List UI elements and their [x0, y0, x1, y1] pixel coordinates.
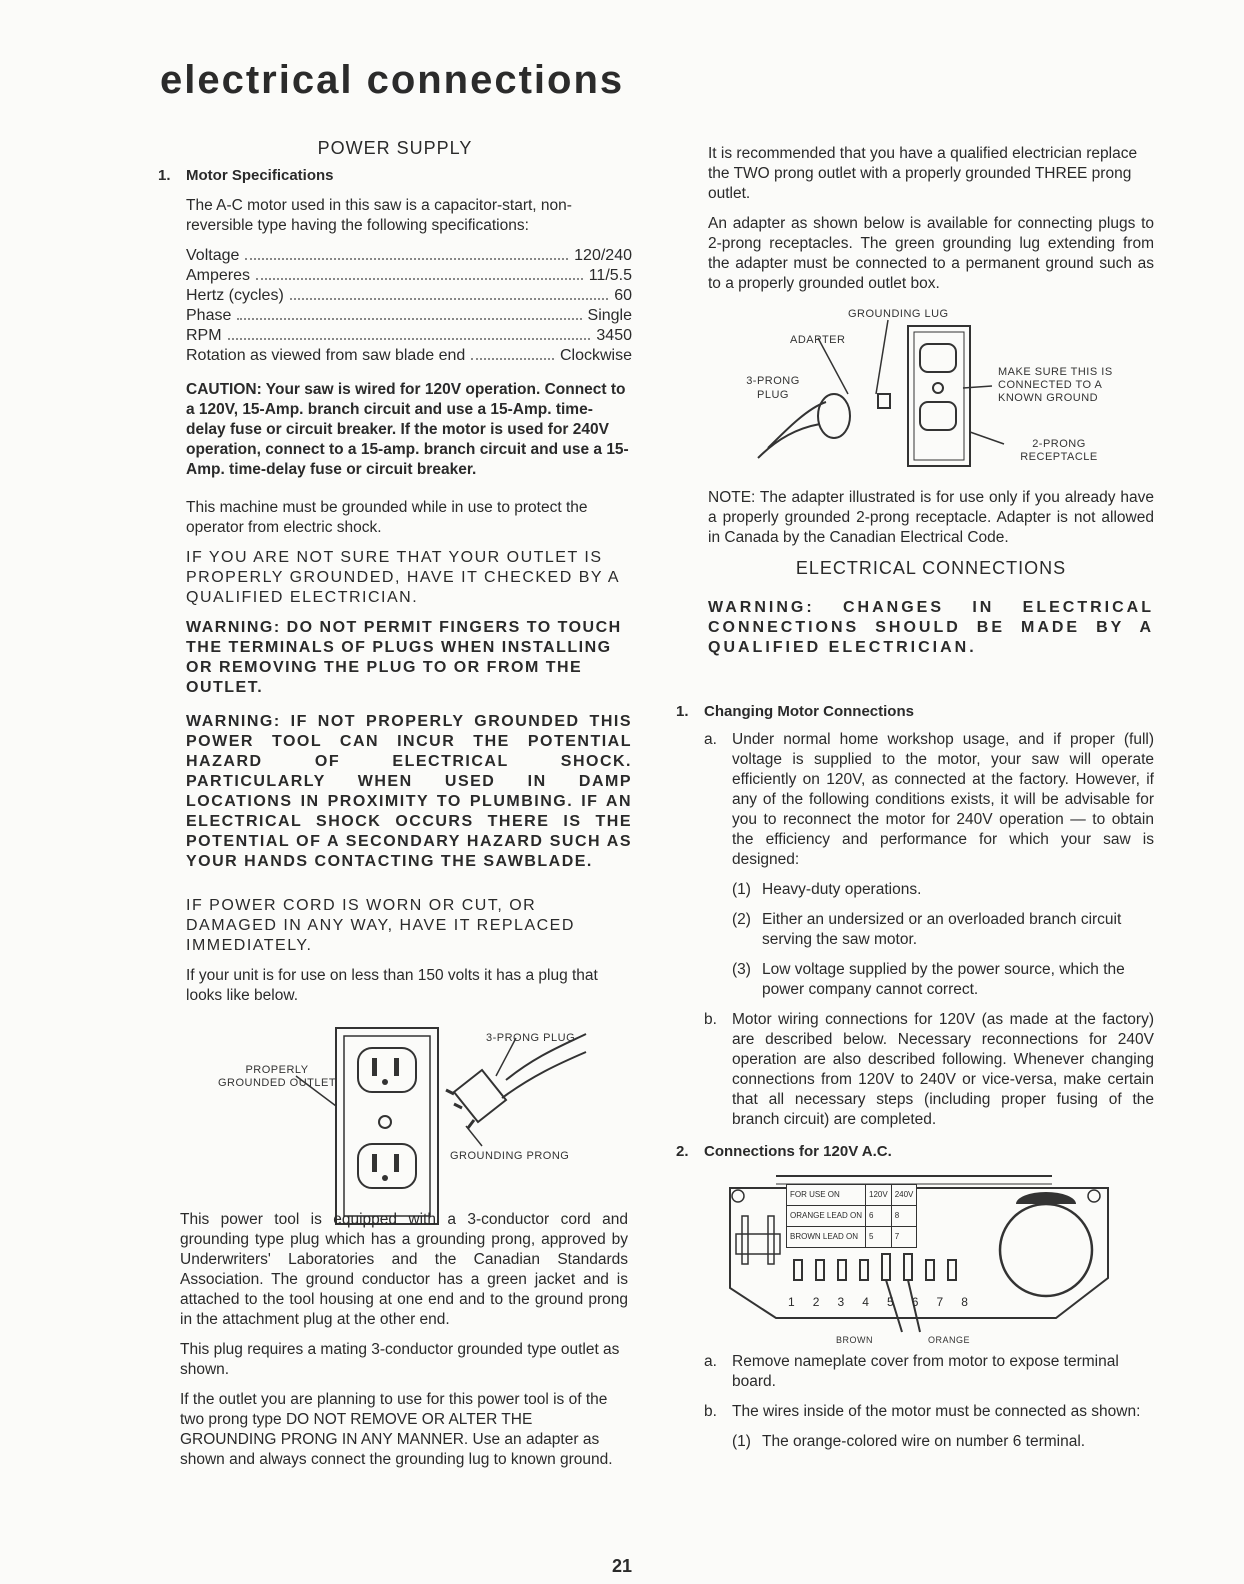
terminal-board-illustration	[716, 1168, 1126, 1352]
spec-value: 11/5.5	[588, 267, 632, 284]
item-b	[704, 1010, 1154, 1142]
step-text: Remove nameplate cover from motor to expose terminal board.	[732, 1353, 1119, 1390]
condition-marker: (2)	[732, 911, 751, 928]
spec-row	[186, 346, 632, 366]
spec-row	[186, 246, 632, 266]
changing-heading-row	[676, 702, 1154, 722]
less-than-150-text: If your unit is for use on less than 150 volts it has a plug that looks like below.	[186, 967, 598, 1004]
spec-value: Single	[587, 307, 632, 324]
connections-heading: Connections for 120V A.C.	[704, 1143, 892, 1160]
lead-table-header-cell: 240V	[891, 1185, 917, 1206]
terminal-board-figure	[716, 1168, 1154, 1352]
final-step-text: The orange-colored wire on number 6 terminal.	[762, 1433, 1086, 1450]
changing-number: 1.	[676, 703, 689, 720]
terminal-number: 6	[911, 1295, 919, 1309]
warning-changes: WARNING: CHANGES IN ELECTRICAL CONNECTIONS SHOULD BE MADE BY A QUALIFIED ELECTRICIAN.	[708, 599, 1154, 656]
spec-row	[186, 306, 632, 326]
spec-value: 120/240	[574, 247, 632, 264]
grounding-lug-label: GROUNDING LUG	[848, 308, 949, 320]
step-item	[704, 1352, 1154, 1392]
right-column-lower	[676, 702, 1154, 1452]
steps-list	[704, 1352, 1154, 1422]
step-item	[704, 1402, 1154, 1422]
condition-marker: (1)	[732, 881, 751, 898]
lead-table	[786, 1184, 917, 1248]
lead-table-cell: 7	[891, 1227, 917, 1248]
condition-item	[732, 910, 1154, 950]
step-text: The wires inside of the motor must be connected as shown:	[732, 1403, 1141, 1420]
connections-heading-row	[676, 1142, 1154, 1162]
spec-value: Clockwise	[559, 347, 632, 364]
terminal-number: 8	[961, 1295, 968, 1309]
spec-row	[186, 266, 632, 286]
right-column	[708, 144, 1154, 668]
spec-label: Rotation as viewed from saw blade end	[186, 347, 466, 364]
grounded-paragraph: This machine must be grounded while in use to protect the operator from electric shock.	[186, 499, 588, 536]
page-number: 21	[612, 1556, 633, 1576]
brown-label: BROWN	[836, 1335, 873, 1345]
condition-item	[732, 960, 1154, 1000]
changing-block	[704, 730, 1154, 1142]
warning-fingers: WARNING: DO NOT PERMIT FINGERS TO TOUCH THE TERMINALS OF PLUGS WHEN INSTALLING OR REMOVING THE PLUG TO OR FROM THE OUTLET.	[186, 619, 622, 696]
warning-shock: WARNING: IF NOT PROPERLY GROUNDED THIS POWER TOOL CAN INCUR THE POTENTIAL HAZARD OF ELECTRICAL SHOCK. PARTICULARLY WHEN USED IN DAMP LOCATIONS IN PROXIMITY TO PLUMBING. IF AN ELECTRICAL SHOCK OCCURS THERE IS THE POTENTIAL OF A SECONDARY HAZARD SUCH AS YOUR HANDS CONTACTING THE SAWBLADE.	[186, 713, 632, 870]
spec-row	[186, 286, 632, 306]
lead-table-cell: 8	[891, 1206, 917, 1227]
spec-leader	[471, 346, 554, 360]
condition-text: Heavy-duty operations.	[762, 881, 922, 898]
equipped-paragraph: This power tool is equipped with a 3-conductor cord and grounding type plug which has a grounding prong, approved by Underwriters' Laboratories and the Canadian Standards Association. The ground conductor has a green jacket and is attached to the tool housing at one end and to the ground prong in the attachment plug at the other end.	[180, 1211, 628, 1328]
terminal-number: 4	[862, 1295, 869, 1309]
terminal-number: 7	[936, 1295, 944, 1309]
final-step	[732, 1432, 1154, 1452]
condition-text: Low voltage supplied by the power source, which the power company cannot correct.	[762, 961, 1125, 998]
spec-leader	[290, 286, 608, 300]
not-sure-text: IF YOU ARE NOT SURE THAT YOUR OUTLET IS PROPERLY GROUNDED, HAVE IT CHECKED BY A QUALIFIED ELECTRICIAN.	[186, 549, 620, 606]
lead-table-cell: BROWN LEAD ON	[787, 1227, 866, 1248]
caution-text: CAUTION: Your saw is wired for 120V operation. Connect to a 120V, 15-Amp. branch circuit and use a 15-Amp. time-delay fuse or circuit breaker. If the motor is used for 240V operation, connect to a 15-amp. branch circuit and use a 15-Amp. time-delay fuse or circuit breaker.	[186, 381, 629, 478]
changing-heading: Changing Motor Connections	[704, 703, 914, 720]
left-column-bottom	[180, 1210, 628, 1480]
two-prong-receptacle-label: 2-PRONG RECEPTACLE	[1020, 438, 1098, 463]
lead-table-header-cell: FOR USE ON	[787, 1185, 866, 1206]
orange-label: ORANGE	[928, 1335, 971, 1345]
connections-number: 2.	[676, 1143, 689, 1160]
motor-specs-number: 1.	[158, 167, 171, 184]
spec-leader	[245, 246, 568, 260]
mating-paragraph: This plug requires a mating 3-conductor grounded type outlet as shown.	[180, 1341, 620, 1378]
power-supply-heading: POWER SUPPLY	[317, 138, 473, 158]
step-marker: b.	[704, 1403, 717, 1420]
condition-marker: (3)	[732, 961, 751, 978]
terminal-number: 5	[887, 1295, 894, 1309]
electrical-connections-heading: ELECTRICAL CONNECTIONS	[795, 558, 1067, 578]
motor-specs-block	[186, 196, 632, 1226]
three-prong-plug-label: 3-PRONG PLUG	[486, 1032, 576, 1044]
spec-label: Amperes	[186, 267, 251, 284]
spec-value: 3450	[596, 327, 632, 344]
page-title: electrical connections	[160, 58, 625, 102]
spec-value: 60	[614, 287, 632, 304]
spec-row	[186, 326, 632, 346]
spec-label: Hertz (cycles)	[186, 287, 284, 304]
power-cord-text: IF POWER CORD IS WORN OR CUT, OR DAMAGED IN ANY WAY, HAVE IT REPLACED IMMEDIATELY.	[186, 897, 575, 954]
spec-leader	[228, 326, 591, 340]
adapter-paragraph: An adapter as shown below is available for connecting plugs to 2-prong receptacles. The green grounding lug extending from the adapter must be connected to a permanent ground such as to a properly grounded outlet box.	[708, 215, 1154, 292]
recommend-paragraph: It is recommended that you have a qualified electrician replace the TWO prong outlet with a properly grounded THREE prong outlet.	[708, 145, 1138, 202]
condition-item	[732, 880, 1154, 900]
item-a-marker: a.	[704, 731, 717, 748]
spec-leader	[237, 306, 581, 320]
lead-table-header	[787, 1185, 917, 1206]
lead-table-row	[787, 1227, 917, 1248]
item-b-marker: b.	[704, 1011, 717, 1028]
conditions-list	[732, 880, 1154, 1000]
item-a	[704, 730, 1154, 1010]
step-marker: a.	[704, 1353, 717, 1370]
lead-table-row	[787, 1206, 917, 1227]
terminal-numbers	[788, 1292, 968, 1312]
spec-list	[186, 246, 632, 366]
spec-label: Voltage	[186, 247, 240, 264]
adapter-label: ADAPTER	[790, 334, 846, 346]
motor-intro: The A-C motor used in this saw is a capacitor-start, non-reversible type having the following specifications:	[186, 197, 572, 234]
lead-table-header-cell: 120V	[866, 1185, 892, 1206]
left-column	[158, 138, 632, 1226]
item-b-text: Motor wiring connections for 120V (as made at the factory) are described below. Necessary reconnections for 240V operation are also described following. Whenever changing connections from 120V to 240V or vice-versa, make certain that all necessary steps (including proper fusing of the branch circuit) are completed.	[732, 1011, 1154, 1128]
adapter-figure	[708, 298, 1154, 488]
lead-table-cell: 5	[866, 1227, 892, 1248]
two-prong-paragraph: If the outlet you are planning to use for this power tool is of the two prong type DO NOT REMOVE OR ALTER THE GROUNDING PRONG IN ANY MANNER. Use an adapter as shown and always connect the grounding lug to known ground.	[180, 1391, 613, 1468]
spec-label: Phase	[186, 307, 232, 324]
spec-label: RPM	[186, 327, 222, 344]
item-a-body	[732, 730, 1154, 1010]
item-a-text: Under normal home workshop usage, and if proper (full) voltage is supplied to the motor, your saw will operate efficiently on 120V, as connected at the factory. However, if any of the following conditions exists, it will be advisable for you to reconnect the motor for 240V operation — to obtain the efficiency and performance for which your saw is designed:	[732, 731, 1154, 868]
lead-table-cell: ORANGE LEAD ON	[787, 1206, 866, 1227]
outlet-figure	[186, 1016, 632, 1226]
note-paragraph: NOTE: The adapter illustrated is for use only if you already have a properly grounded 2-prong receptacle. Adapter is not allowed in Canada by the Canadian Electrical Code.	[708, 489, 1154, 546]
motor-specs-heading-row	[158, 166, 632, 186]
lead-table-cell: 6	[866, 1206, 892, 1227]
properly-grounded-outlet-label: PROPERLY GROUNDED OUTLET	[217, 1064, 337, 1089]
spec-leader	[256, 266, 583, 280]
terminal-number: 1	[788, 1295, 795, 1309]
final-step-marker: (1)	[732, 1433, 751, 1450]
motor-specs-heading: Motor Specifications	[186, 167, 334, 184]
grounding-prong-label: GROUNDING PRONG	[450, 1150, 570, 1162]
terminal-number: 3	[837, 1295, 845, 1309]
terminal-number: 2	[812, 1295, 820, 1309]
condition-text: Either an undersized or an overloaded branch circuit serving the saw motor.	[762, 911, 1122, 948]
three-prong-plug-label-2: 3-PRONG PLUG	[746, 375, 800, 401]
make-sure-label: MAKE SURE THIS IS CONNECTED TO A KNOWN GROUND	[998, 366, 1113, 404]
